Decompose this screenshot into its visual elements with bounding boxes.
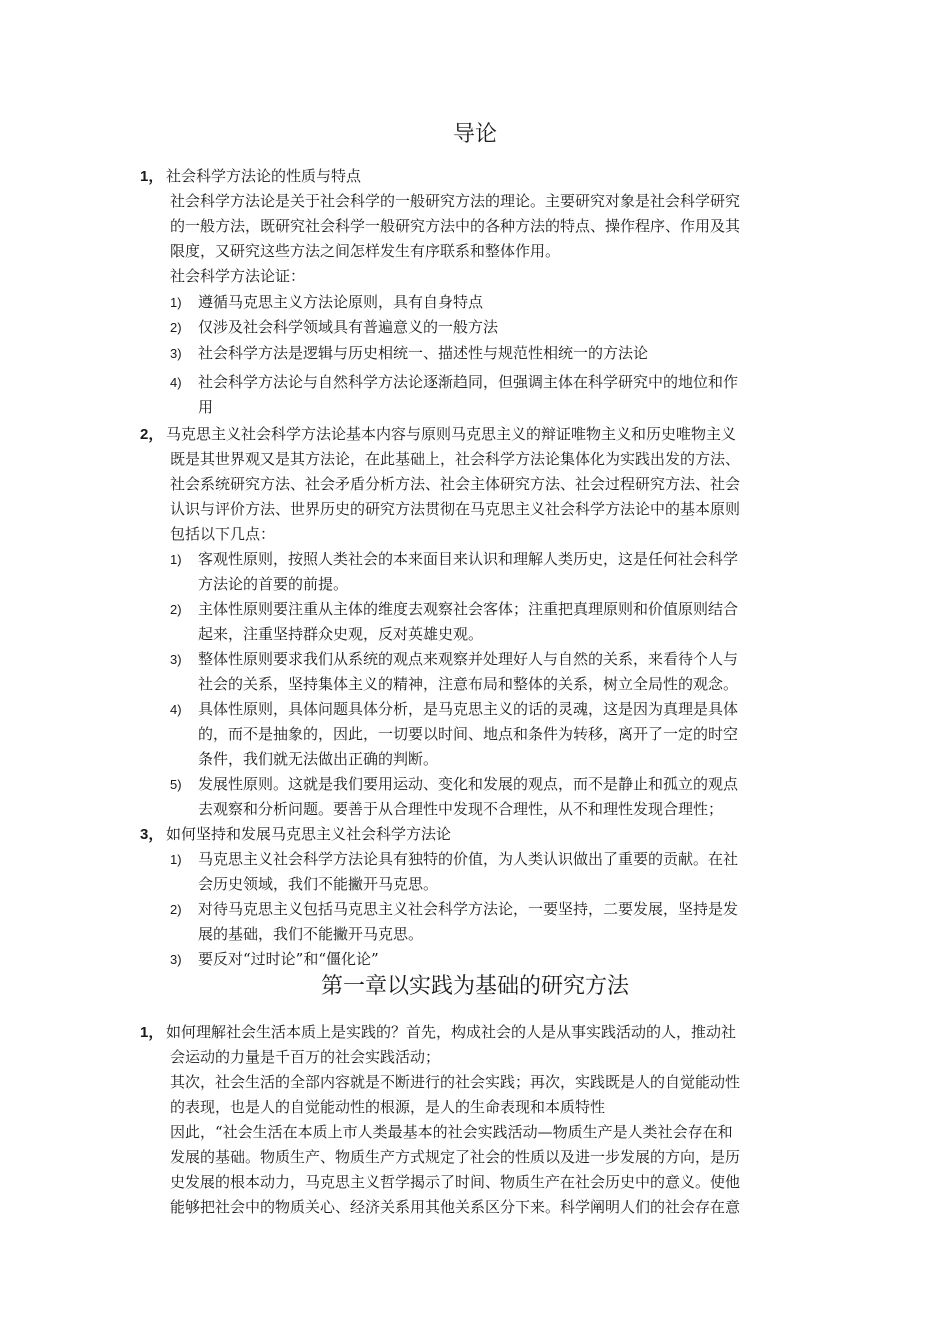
- list-number: 1): [170, 852, 182, 867]
- paragraph-line: 既是其世界观又是其方法论，在此基础上，社会科学方法论集体化为实践出发的方法、: [170, 450, 741, 468]
- paragraph-line: 包括以下几点：: [170, 525, 276, 543]
- list-number: 5): [170, 777, 182, 792]
- list-item: 遵循马克思主义方法论原则，具有自身特点: [198, 293, 484, 311]
- list-number: 1): [170, 295, 182, 310]
- list-number: 4): [170, 375, 182, 390]
- paragraph-line: 其次，社会生活的全部内容就是不断进行的社会实践；再次，实践既是人的自觉能动性: [170, 1073, 741, 1091]
- paragraph-line: 因此，“社会生活在本质上市人类最基本的社会实践活动—物质生产是人类社会存在和: [170, 1123, 733, 1141]
- list-item: 会历史领域，我们不能撇开马克思。: [198, 875, 439, 893]
- paragraph-line: 如何理解社会生活本质上是实践的？首先，构成社会的人是从事实践活动的人，推动社: [166, 1023, 737, 1041]
- list-number: 2): [170, 602, 182, 617]
- list-item: 起来，注重坚持群众史观，反对英雄史观。: [198, 625, 484, 643]
- intro-title: 导论: [452, 122, 497, 147]
- list-item: 整体性原则要求我们从系统的观点来观察并处理好人与自然的关系，来看待个人与: [198, 650, 739, 668]
- paragraph-line: 的表现，也是人的自觉能动性的根源，是人的生命表现和本质特性: [170, 1098, 606, 1116]
- list-item: 方法论的首要的前提。: [198, 575, 349, 593]
- list-number: 2): [170, 320, 182, 335]
- section-number: 1，: [140, 168, 164, 185]
- section-heading: 如何坚持和发展马克思主义社会科学方法论: [166, 825, 452, 843]
- paragraph-line: 发展的基础。物质生产、物质生产方式规定了社会的性质以及进一步发展的方向，是历: [170, 1148, 741, 1166]
- list-item: 的，而不是抽象的，因此，一切要以时间、地点和条件为转移，离开了一定的时空: [198, 725, 739, 743]
- list-item: 要反对“过时论”和“僵化论”: [198, 950, 379, 968]
- list-item: 对待马克思主义包括马克思主义社会科学方法论，一要坚持，二要发展，坚持是发: [198, 900, 739, 918]
- list-number: 4): [170, 702, 182, 717]
- list-number: 1): [170, 552, 182, 567]
- list-item: 仅涉及社会科学领域具有普遍意义的一般方法: [198, 318, 499, 336]
- list-number: 3): [170, 952, 182, 967]
- list-item: 具体性原则，具体问题具体分析，是马克思主义的话的灵魂，这是因为真理是具体: [198, 700, 739, 718]
- section-number: 2，: [140, 426, 164, 443]
- paragraph-line: 能够把社会中的物质关心、经济关系用其他关系区分下来。科学阐明人们的社会存在意: [170, 1198, 741, 1216]
- list-item: 社会的关系，坚持集体主义的精神，注意布局和整体的关系，树立全局性的观念。: [198, 675, 739, 693]
- paragraph-line: 限度，又研究这些方法之间怎样发生有序联系和整体作用。: [170, 242, 561, 260]
- paragraph-line: 社会科学方法论证：: [170, 267, 306, 285]
- paragraph-line: 马克思主义社会科学方法论基本内容与原则马克思主义的辩证唯物主义和历史唯物主义: [166, 425, 737, 443]
- list-number: 3): [170, 346, 182, 361]
- list-number: 3): [170, 652, 182, 667]
- list-item: 去观察和分析问题。要善于从合理性中发现不合理性，从不和理性发现合理性；: [198, 800, 724, 818]
- chapter-title: 第一章以实践为基础的研究方法: [320, 974, 629, 999]
- list-item: 展的基础，我们不能撇开马克思。: [198, 925, 424, 943]
- list-item: 客观性原则，按照人类社会的本来面目来认识和理解人类历史，这是任何社会科学: [198, 550, 739, 568]
- paragraph-line: 社会系统研究方法、社会矛盾分析方法、社会主体研究方法、社会过程研究方法、社会: [170, 475, 741, 493]
- paragraph-line: 会运动的力量是千百万的社会实践活动；: [170, 1048, 441, 1066]
- list-item: 用: [198, 398, 214, 416]
- list-item: 发展性原则。这就是我们要用运动、变化和发展的观点，而不是静止和孤立的观点: [198, 775, 739, 793]
- section-heading: 社会科学方法论的性质与特点: [166, 167, 362, 185]
- list-item: 条件，我们就无法做出正确的判断。: [198, 750, 439, 768]
- list-item: 社会科学方法是逻辑与历史相统一、描述性与规范性相统一的方法论: [198, 344, 649, 362]
- list-number: 2): [170, 902, 182, 917]
- paragraph-line: 社会科学方法论是关于社会科学的一般研究方法的理论。主要研究对象是社会科学研究: [170, 192, 741, 210]
- list-item: 社会科学方法论与自然科学方法论逐渐趋同，但强调主体在科学研究中的地位和作: [198, 373, 739, 391]
- paragraph-line: 史发展的根本动力，马克思主义哲学揭示了时间、物质生产在社会历史中的意义。使他: [170, 1173, 741, 1191]
- paragraph-line: 的一般方法，既研究社会科学一般研究方法中的各种方法的特点、操作程序、作用及其: [170, 217, 741, 235]
- list-item: 主体性原则要注重从主体的维度去观察社会客体；注重把真理原则和价值原则结合: [198, 600, 739, 618]
- section-number: 3，: [140, 826, 164, 843]
- paragraph-line: 认识与评价方法、世界历史的研究方法贯彻在马克思主义社会科学方法论中的基本原则: [170, 500, 741, 518]
- list-item: 马克思主义社会科学方法论具有独特的价值，为人类认识做出了重要的贡献。在社: [198, 850, 739, 868]
- section-number: 1，: [140, 1024, 164, 1041]
